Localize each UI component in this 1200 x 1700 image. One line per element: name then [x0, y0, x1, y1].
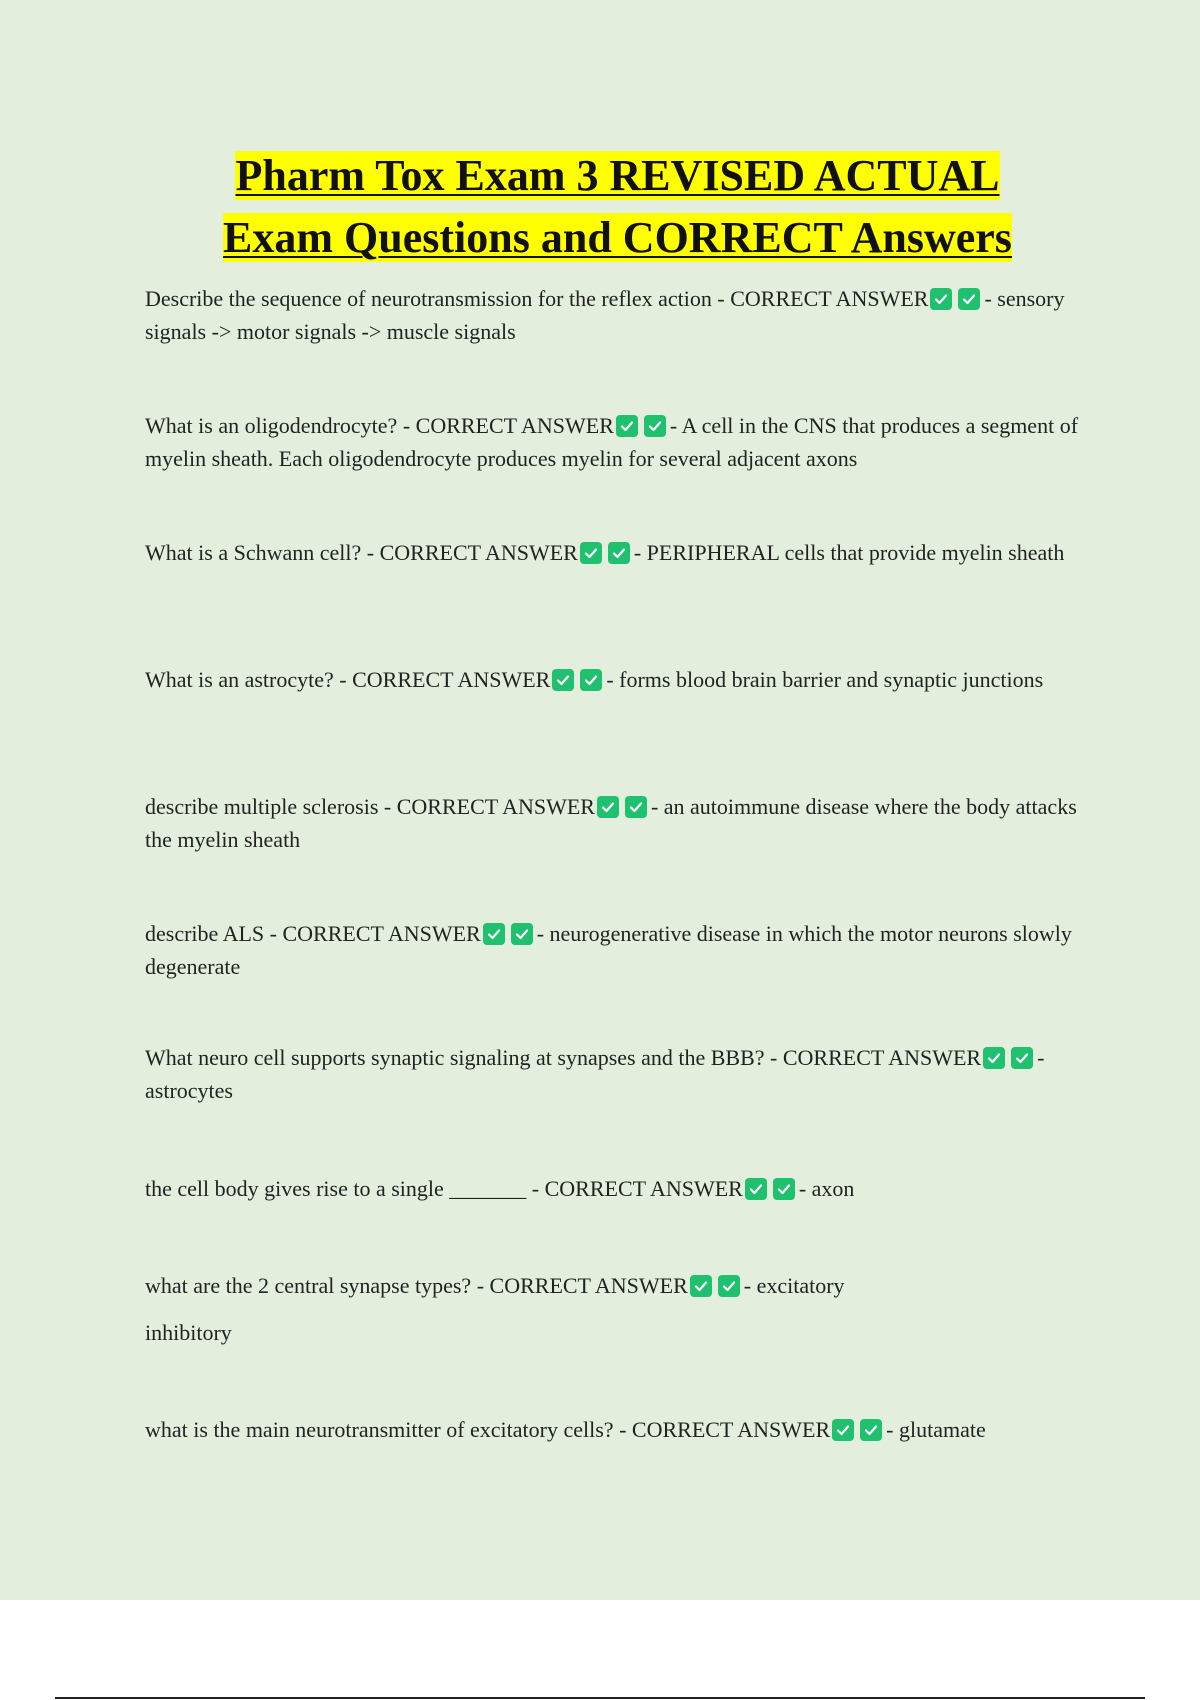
correct-answer-marker: - CORRECT ANSWER	[402, 413, 614, 438]
qa-item	[145, 790, 1090, 856]
check-box-icon	[690, 1275, 712, 1297]
answer-text: - excitatory	[743, 1273, 845, 1298]
question-text: describe multiple sclerosis	[145, 794, 379, 819]
correct-answer-marker: - CORRECT ANSWER	[383, 794, 595, 819]
answer-extra-line: inhibitory	[145, 1320, 232, 1345]
check-box-icon	[930, 288, 952, 310]
question-text: What neuro cell supports synaptic signaling at synapses and the BBB?	[145, 1045, 765, 1070]
title-line-2: Exam Questions and CORRECT Answers	[223, 213, 1012, 262]
check-box-icon	[552, 669, 574, 691]
correct-answer-marker: - CORRECT ANSWER	[366, 540, 578, 565]
qa-item	[145, 536, 1090, 569]
check-box-icon	[580, 542, 602, 564]
check-box-icon	[745, 1178, 767, 1200]
check-box-icon	[511, 923, 533, 945]
answer-text: - neurogenerative disease in which the motor neurons slowly degenerate	[145, 921, 1072, 979]
qa-item	[145, 409, 1090, 475]
question-text: What is a Schwann cell?	[145, 540, 362, 565]
check-box-icon	[580, 669, 602, 691]
answer-text: - A cell in the CNS that produces a segment of myelin sheath. Each oligodendrocyte produces myelin for several adjacent axons	[145, 413, 1079, 471]
question-text: What is an astrocyte?	[145, 667, 334, 692]
answer-text: - glutamate	[886, 1417, 986, 1442]
answer-text: - an autoimmune disease where the body attacks the myelin sheath	[145, 794, 1077, 852]
question-text: Describe the sequence of neurotransmission for the reflex action	[145, 286, 712, 311]
question-text: what are the 2 central synapse types?	[145, 1273, 472, 1298]
qa-item	[145, 663, 1090, 696]
question-text: what is the main neurotransmitter of excitatory cells?	[145, 1417, 614, 1442]
qa-item	[145, 1041, 1090, 1107]
check-box-icon	[608, 542, 630, 564]
check-box-icon	[773, 1178, 795, 1200]
answer-text: - astrocytes	[145, 1045, 1045, 1103]
title-line-1: Pharm Tox Exam 3 REVISED ACTUAL	[235, 151, 1000, 200]
correct-answer-marker: - CORRECT ANSWER	[339, 667, 551, 692]
correct-answer-marker: - CORRECT ANSWER	[269, 921, 481, 946]
qa-item	[145, 1413, 1090, 1446]
footer-divider	[55, 1697, 1145, 1699]
check-box-icon	[1011, 1047, 1033, 1069]
answer-text: - forms blood brain barrier and synaptic junctions	[606, 667, 1044, 692]
check-box-icon	[832, 1419, 854, 1441]
check-box-icon	[983, 1047, 1005, 1069]
check-box-icon	[597, 796, 619, 818]
document-title	[130, 145, 1105, 269]
correct-answer-marker: - CORRECT ANSWER	[531, 1176, 743, 1201]
check-box-icon	[644, 415, 666, 437]
answer-text: - PERIPHERAL cells that provide myelin sheath	[633, 540, 1065, 565]
check-box-icon	[860, 1419, 882, 1441]
check-box-icon	[483, 923, 505, 945]
check-box-icon	[616, 415, 638, 437]
answer-text: - axon	[798, 1176, 855, 1201]
question-text: What is an oligodendrocyte?	[145, 413, 398, 438]
correct-answer-marker: - CORRECT ANSWER	[770, 1045, 982, 1070]
qa-item	[145, 1172, 1090, 1205]
answer-text: - sensory signals -> motor signals -> muscle signals	[145, 286, 1065, 344]
question-text: the cell body gives rise to a single _______	[145, 1176, 527, 1201]
check-box-icon	[718, 1275, 740, 1297]
qa-item	[145, 917, 1090, 983]
qa-item	[145, 282, 1090, 348]
check-box-icon	[958, 288, 980, 310]
check-box-icon	[625, 796, 647, 818]
qa-item	[145, 1269, 1090, 1349]
correct-answer-marker: - CORRECT ANSWER	[717, 286, 929, 311]
correct-answer-marker: - CORRECT ANSWER	[476, 1273, 688, 1298]
correct-answer-marker: - CORRECT ANSWER	[619, 1417, 831, 1442]
question-text: describe ALS	[145, 921, 265, 946]
